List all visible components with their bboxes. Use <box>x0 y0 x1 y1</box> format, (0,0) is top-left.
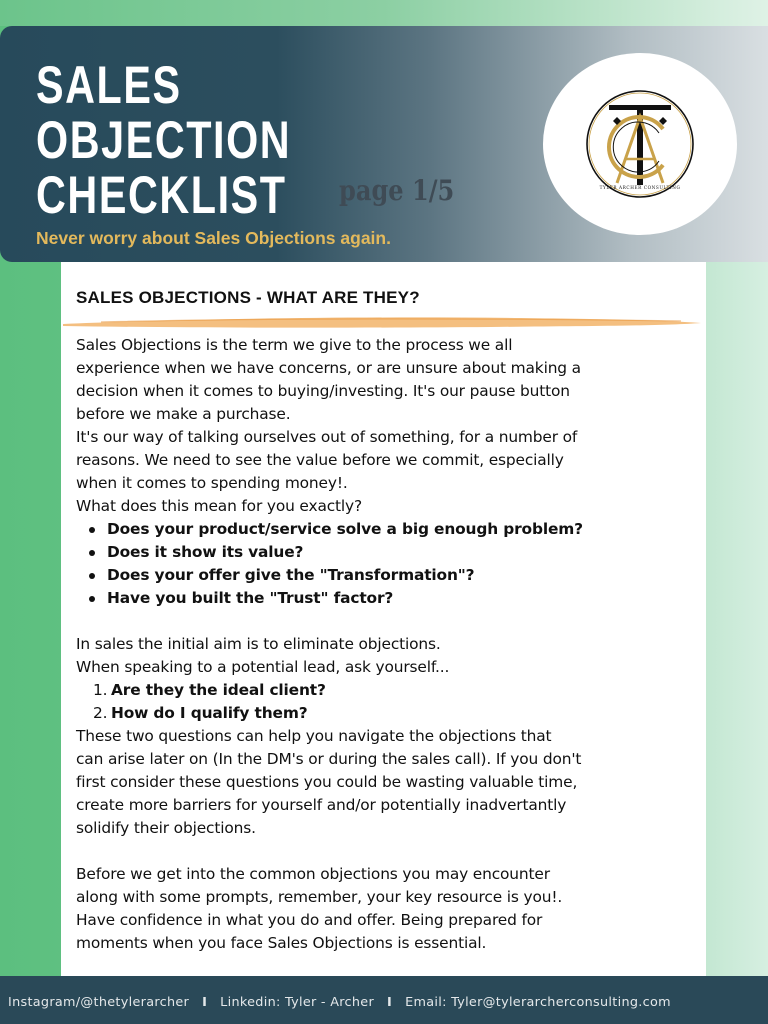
checklist-bullets <box>76 518 696 610</box>
list-number: 2. <box>93 704 108 722</box>
paragraph-line: These two questions can help you navigate the objections that <box>76 727 552 745</box>
paragraph-line: Before we get into the common objections you may encounter <box>76 865 550 883</box>
paragraph-line: create more barriers for yourself and/or potentially inadvertantly <box>76 796 567 814</box>
title-line-2: OBJECTION <box>36 111 292 170</box>
spacer <box>76 610 696 633</box>
paragraph-line: When speaking to a potential lead, ask yourself... <box>76 658 450 676</box>
top-decor-strip <box>0 0 768 26</box>
linkedin-link[interactable]: Linkedin: Tyler - Archer <box>220 995 375 1010</box>
paragraph-line: Sales Objections is the term we give to the process we all <box>76 336 513 354</box>
paragraph-line: Have confidence in what you do and offer. Being prepared for <box>76 911 543 929</box>
footer-contacts <box>8 995 671 1010</box>
paragraph-line: first consider these questions you could be wasting valuable time, <box>76 773 578 791</box>
logo-text: TYLER ARCHER CONSULTING <box>599 185 681 190</box>
title-line-3: CHECKLIST <box>36 166 287 225</box>
paragraph-line: It's our way of talking ourselves out of something, for a number of <box>76 428 578 446</box>
paragraph-line: solidify their objections. <box>76 819 256 837</box>
footer-separator: I <box>387 995 393 1010</box>
paragraph-line: decision when it comes to buying/investing. It's our pause button <box>76 382 570 400</box>
instagram-link[interactable]: Instagram/@thetylerarcher <box>8 995 190 1010</box>
title-line-1: SALES <box>36 56 182 115</box>
list-item: Does your offer give the "Transformation"? <box>76 564 696 587</box>
section-title: SALES OBJECTIONS - WHAT ARE THEY? <box>76 288 420 307</box>
footer-separator: I <box>202 995 208 1010</box>
paragraph-line: In sales the initial aim is to eliminate objections. <box>76 635 441 653</box>
list-item: Does it show its value? <box>76 541 696 564</box>
paragraph-line: experience when we have concerns, or are unsure about making a <box>76 359 581 377</box>
numbered-questions <box>76 679 696 725</box>
spacer <box>76 840 696 863</box>
list-item-text: How do I qualify them? <box>111 704 308 722</box>
paragraph-line: before we make a purchase. <box>76 405 291 423</box>
brush-stroke-divider <box>61 314 706 332</box>
list-item: Have you built the "Trust" factor? <box>76 587 696 610</box>
page-number-label: page 1/5 <box>339 174 455 207</box>
tyler-archer-consulting-logo <box>543 53 737 235</box>
list-number: 1. <box>93 681 108 699</box>
paragraph-line: What does this mean for you exactly? <box>76 497 363 515</box>
list-item-text: Are they the ideal client? <box>111 681 326 699</box>
page-title <box>36 58 291 223</box>
paragraph-line: when it comes to spending money!. <box>76 474 348 492</box>
content-panel <box>61 262 706 976</box>
paragraph-line: reasons. We need to see the value before we commit, especially <box>76 451 564 469</box>
paragraph-line: moments when you face Sales Objections is essential. <box>76 934 487 952</box>
paragraph-line: can arise later on (In the DM's or during the sales call). If you don't <box>76 750 582 768</box>
tagline: Never worry about Sales Objections again. <box>36 228 391 248</box>
list-item: Does your product/service solve a big enough problem? <box>76 518 696 541</box>
footer-bar <box>0 976 768 1024</box>
logo-badge <box>543 53 737 235</box>
list-item <box>76 679 696 702</box>
email-link[interactable]: Email: Tyler@tylerarcherconsulting.com <box>405 995 671 1010</box>
list-item <box>76 702 696 725</box>
paragraph-line: along with some prompts, remember, your key resource is you!. <box>76 888 563 906</box>
body-text <box>76 334 696 955</box>
